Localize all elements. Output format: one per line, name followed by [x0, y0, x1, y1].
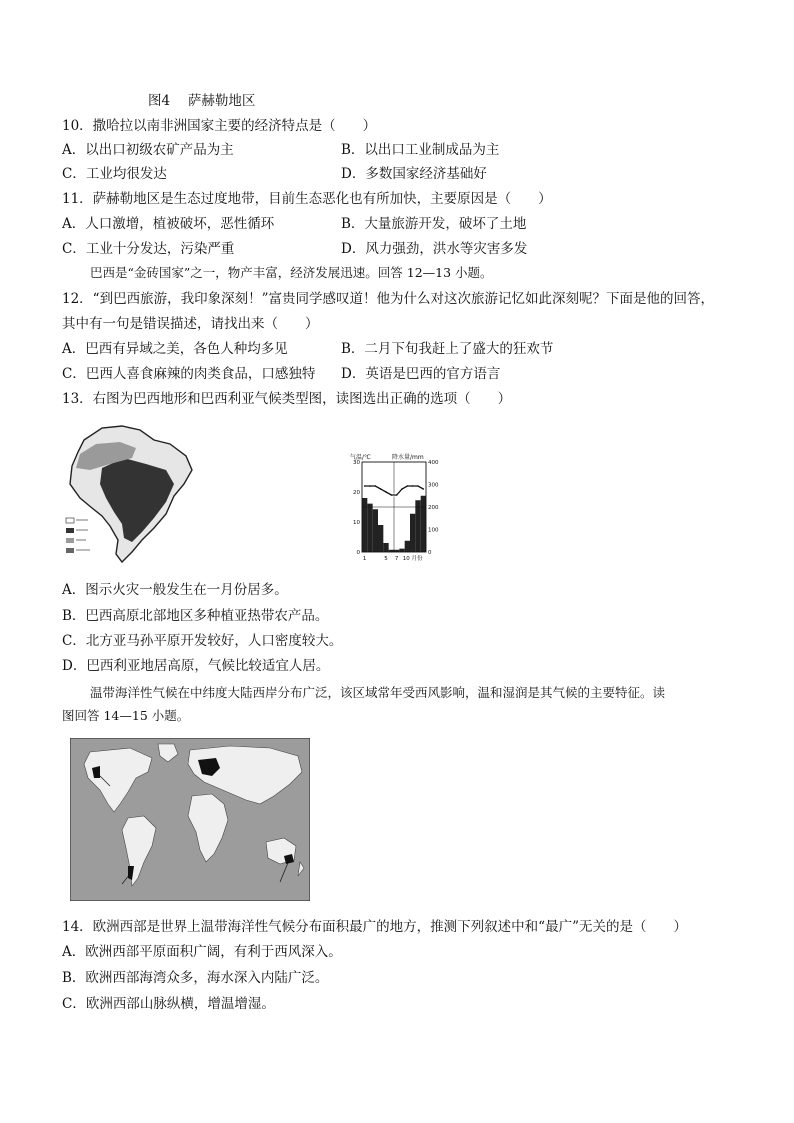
brazil-terrain-map: [62, 418, 197, 568]
q11-stem: 11．萨赫勒地区是生态过度地带，目前生态恶化也有所加快，主要原因是（ ）: [62, 191, 552, 207]
x-tick-1: 5: [384, 556, 388, 562]
q10-option-c: C．工业均很发达: [62, 166, 167, 182]
q11-option-a: A．人口激增，植被破坏，恶性循环: [62, 216, 275, 232]
q13-option-c: C．北方亚马孙平原开发较好，人口密度较大。: [62, 633, 343, 649]
right-tick-3: 100: [428, 527, 439, 534]
right-tick-2: 200: [428, 505, 439, 511]
x-axis-ticks: [363, 554, 423, 562]
q11-option-d: D．风力强劲，洪水等灾害多发: [341, 241, 528, 257]
q14-stem: 14．欧洲西部是世界上温带海洋性气候分布面积最广的地方，推测下列叙述中和“最广”无关的是（ ）: [62, 919, 687, 935]
q12-stem-line2: 其中有一句是错误描述，请找出来（ ）: [62, 316, 319, 332]
q10-option-a: A．以出口初级农矿产品为主: [62, 142, 234, 158]
precip-bar-2: [367, 504, 372, 552]
q10-stem: 10．撒哈拉以南非洲国家主要的经济特点是（ ）: [62, 118, 377, 134]
q12-stem-line1: 12．“到巴西旅游，我印象深刻！”富贵同学感叹道！他为什么对这次旅游记忆如此深刻呢？下面是他的回答，: [62, 291, 714, 307]
highland-region: [100, 458, 174, 542]
precip-bar-12: [421, 496, 426, 552]
q10-option-b: B．以出口工业制成品为主: [341, 142, 500, 158]
q14-option-c: C．欧洲西部山脉纵横，增温增湿。: [62, 996, 275, 1012]
left-tick-1: 20: [353, 490, 360, 496]
right-tick-1: 300: [428, 482, 439, 489]
left-tick-3: 0: [356, 550, 360, 556]
q14-option-b: B．欧洲西部海湾众多，海水深入内陆广泛。: [62, 970, 329, 986]
temp-point-4: [380, 488, 382, 490]
temp-point-11: [417, 485, 419, 487]
precip-bar-5: [383, 543, 388, 552]
temp-point-12: [423, 488, 425, 490]
q13-option-a: A．图示火灾一般发生在一月份居多。: [62, 582, 288, 598]
chart-left-axis-label: 气温/℃: [350, 454, 371, 461]
temp-point-1: [364, 485, 366, 487]
left-tick-2: 10: [353, 520, 360, 526]
right-axis-ticks: [428, 460, 439, 556]
temp-point-8: [401, 488, 403, 490]
right-tick-4: 0: [428, 550, 432, 556]
q10-option-d: D．多数国家经济基础好: [341, 166, 487, 182]
temp-point-3: [375, 485, 377, 487]
precip-bar-8: [399, 549, 404, 552]
precip-bar-11: [415, 500, 420, 552]
q11-option-b: B．大量旅游开发，破坏了土地: [341, 216, 527, 232]
intro-14-15-line1: 温带海洋性气候在中纬度大陆西岸分布广泛，该区域常年受西风影响，温和湿润是其气候的主要特征。读: [90, 685, 666, 700]
q13-option-b: B．巴西高原北部地区多种植亚热带农产品。: [62, 608, 329, 624]
q14-option-a: A．欧洲西部平原面积广阔，有利于西风深入。: [62, 944, 342, 960]
precip-bar-9: [405, 541, 410, 552]
left-axis-ticks: [353, 460, 361, 556]
intro-14-15-line2: 图回答 14—15 小题。: [62, 708, 190, 723]
right-tick-0: 400: [428, 460, 439, 466]
x-tick-0: 1: [362, 556, 367, 562]
temp-point-2: [369, 485, 371, 487]
temp-point-7: [396, 494, 398, 496]
intro-12-13: 巴西是“金砖国家”之一，物产丰富，经济发展迅速。回答 12—13 小题。: [90, 265, 493, 280]
x-tick-2: 7: [394, 556, 399, 562]
temp-point-6: [391, 494, 393, 496]
q12-option-d: D．英语是巴西的官方语言: [341, 366, 501, 382]
q12-option-b: B．二月下旬我赶上了盛大的狂欢节: [341, 341, 554, 357]
q12-option-c: C．巴西人喜食麻辣的肉类食品，口感独特: [62, 366, 316, 382]
left-tick-0: 30: [353, 460, 360, 466]
fig4-caption: 图4 萨赫勒地区: [148, 93, 256, 109]
brasilia-climate-chart: [340, 450, 444, 566]
precip-bar-4: [378, 525, 383, 552]
chart-right-axis-label: 降水量/mm: [392, 454, 424, 461]
q13-stem: 13．右图为巴西地形和巴西利亚气候类型图，读图选出正确的选项（ ）: [62, 391, 512, 407]
q13-option-d: D．巴西利亚地居高原，气候比较适宜人居。: [62, 658, 330, 674]
temp-point-9: [407, 485, 409, 487]
world-climate-map: [70, 738, 310, 901]
q12-option-a: A．巴西有异域之美，各色人种均多见: [62, 341, 288, 357]
temp-point-5: [385, 491, 387, 493]
precip-bar-3: [373, 509, 378, 552]
temp-point-10: [412, 485, 414, 487]
precip-bar-1: [362, 498, 367, 552]
q11-option-c: C．工业十分发达，污染严重: [62, 241, 235, 257]
x-tick-3: 10 月份: [402, 556, 423, 562]
precip-bar-10: [410, 514, 415, 552]
